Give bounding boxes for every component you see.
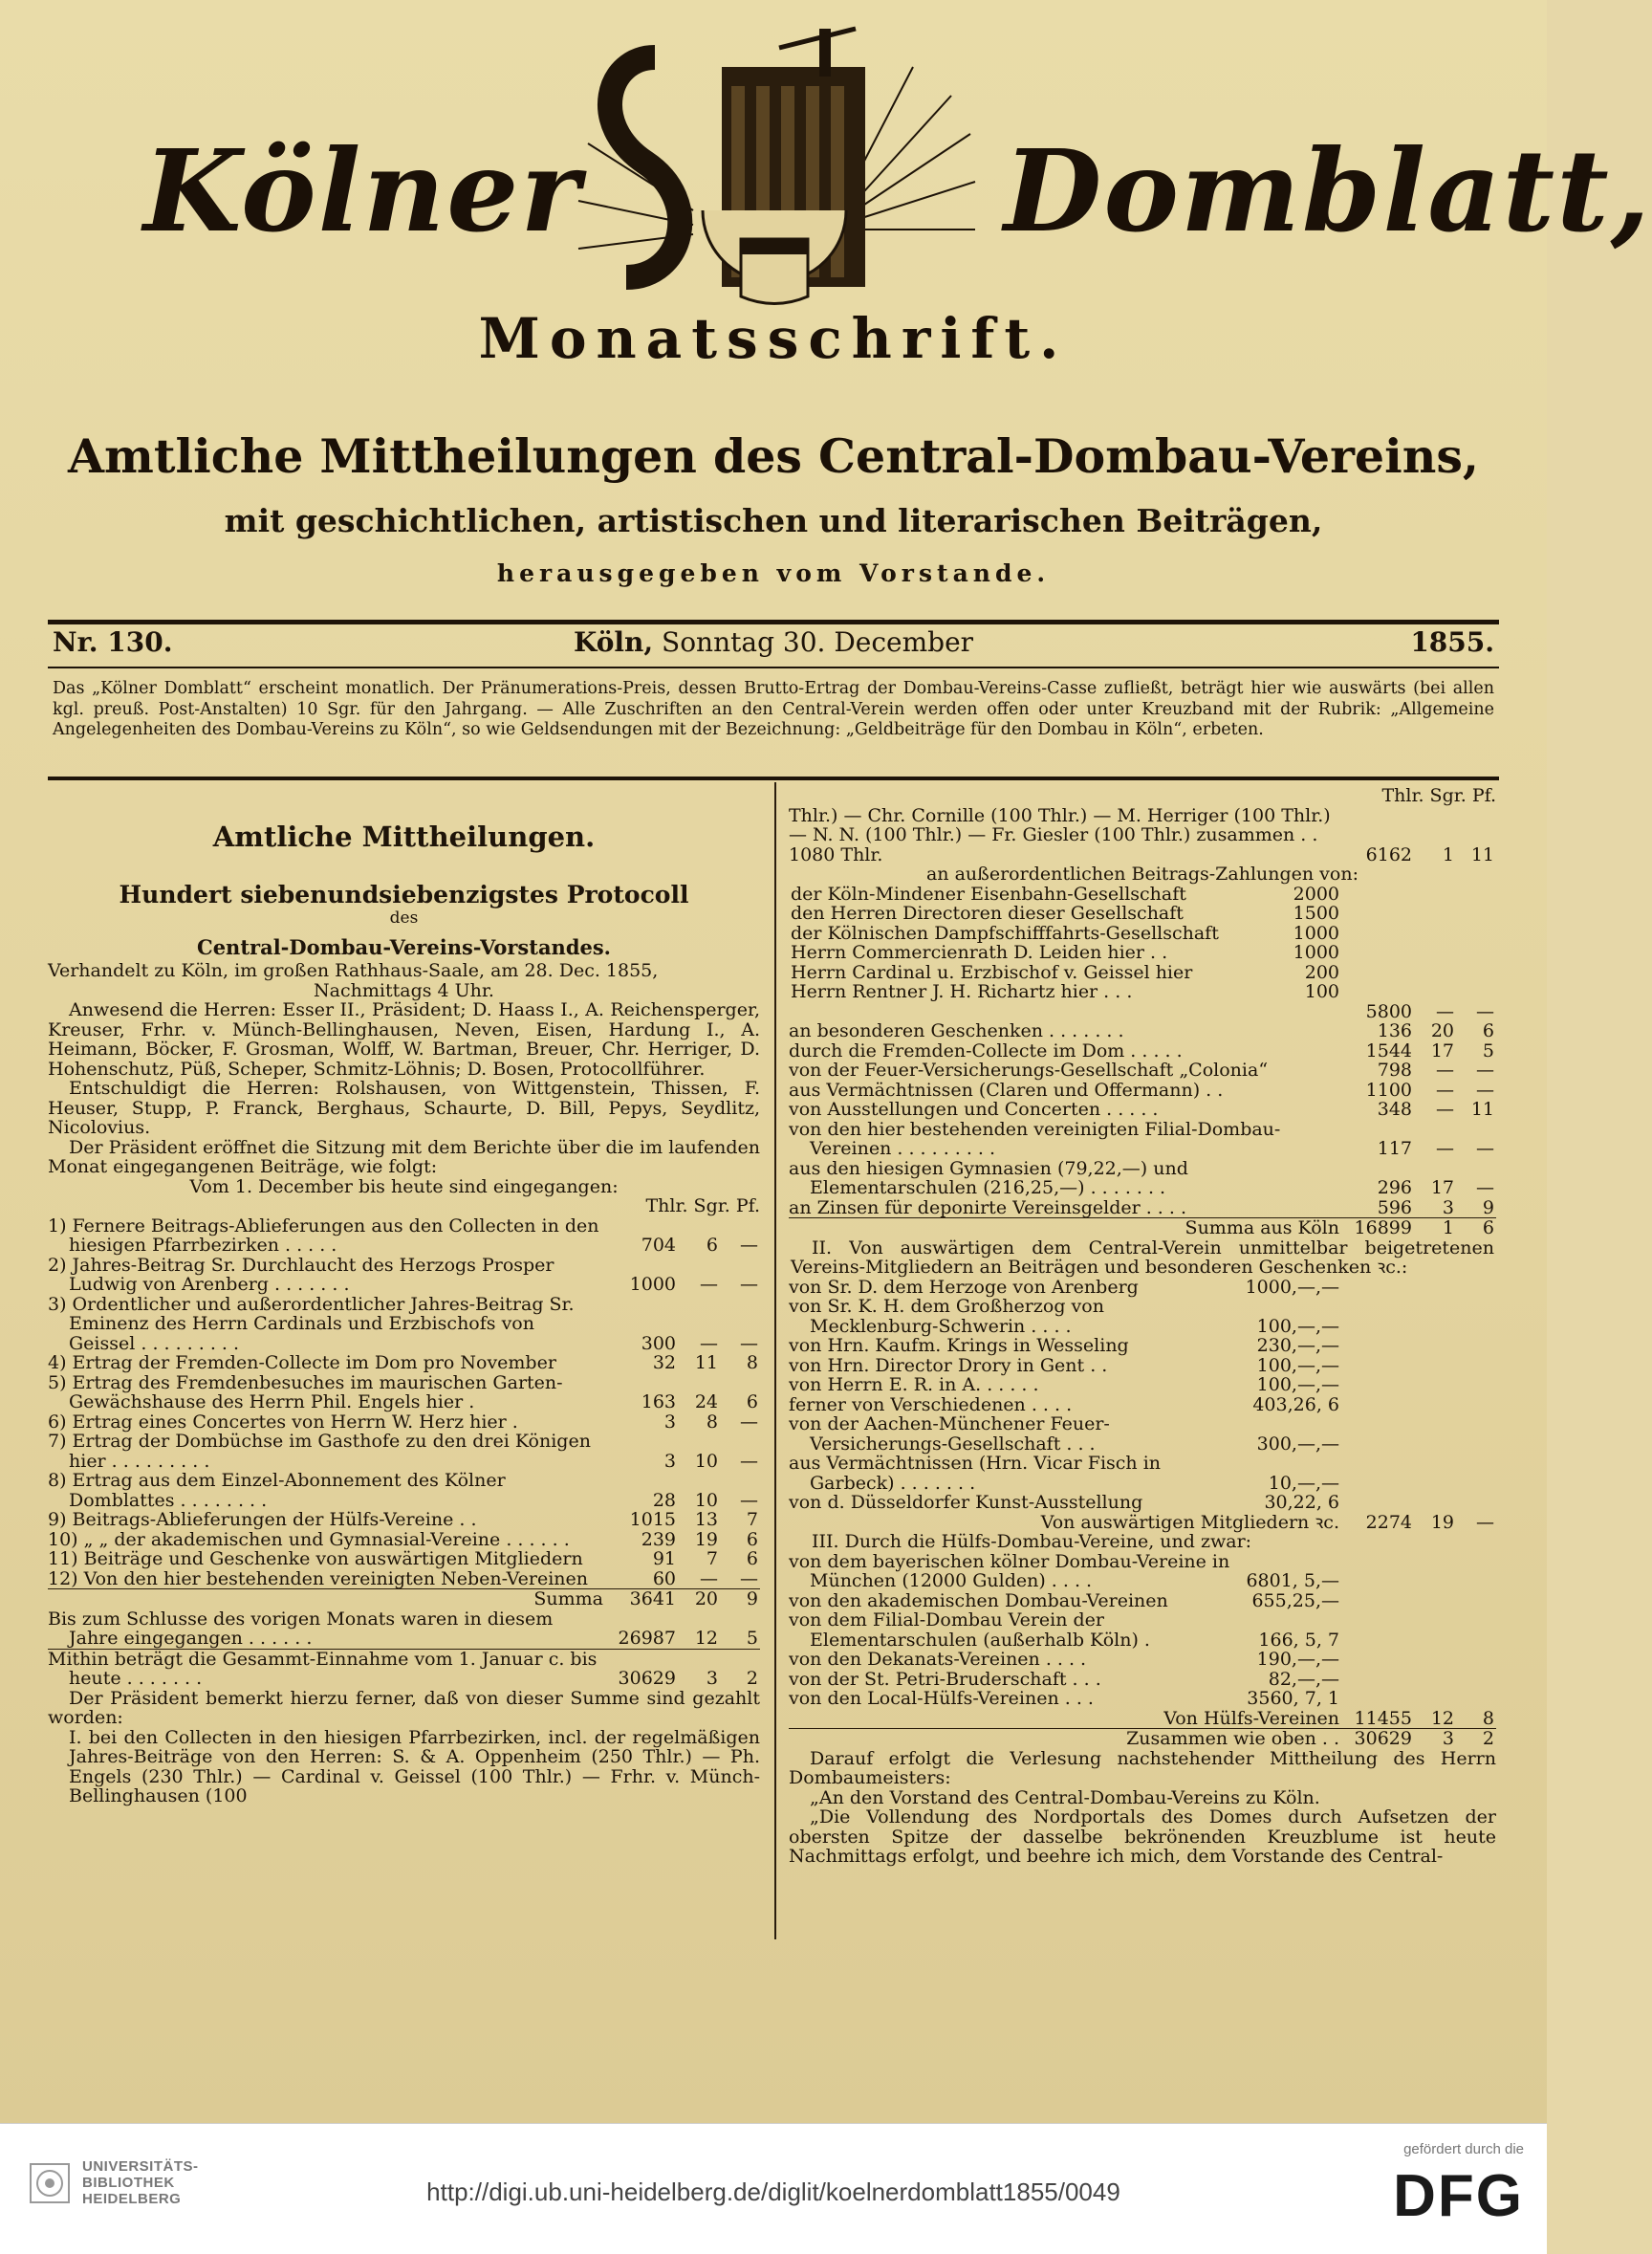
- iii-head: III. Durch die Hülfs-Dombau-Vereine, und zwar:: [812, 1531, 1252, 1552]
- ii-total-sgr: 19: [1430, 1511, 1454, 1533]
- protocol-body: Central-Dombau-Vereins-Vorstandes.: [196, 934, 611, 959]
- ii-value: 100,—,—: [1256, 1354, 1339, 1376]
- ledger-pf: 6: [746, 1391, 758, 1412]
- protocol-title: Hundert siebenundsiebenzigstes Protocoll: [119, 880, 689, 908]
- iii-value: 190,—,—: [1256, 1649, 1339, 1670]
- ledger-sgr: 13: [694, 1509, 718, 1530]
- geschenk-row: [789, 1159, 1496, 1198]
- ii-row: [789, 1454, 1496, 1493]
- ledger-label: 6) Ertrag eines Concertes von Herrn W. Herz hier .: [48, 1411, 518, 1433]
- ledger-row: [48, 1353, 760, 1373]
- ledger-sgr: 7: [706, 1548, 718, 1569]
- ii-total-row: [789, 1513, 1496, 1533]
- ausser-row: [789, 963, 1496, 983]
- ii-row: [789, 1356, 1496, 1376]
- rule-top: [48, 620, 1499, 624]
- geschenk-sgr: —: [1436, 1060, 1454, 1081]
- geschenk-thlr: 1544: [1365, 1039, 1412, 1061]
- nachmittags: Nachmittags 4 Uhr.: [314, 979, 494, 1001]
- ausser-label: Herrn Cardinal u. Erzbischof v. Geissel hier: [791, 961, 1193, 983]
- ii-label: von der Aachen-Münchener Feuer-Versicherungs-Gesellschaft . . .: [789, 1413, 1110, 1455]
- ledger-thlr: 1015: [629, 1509, 676, 1530]
- ledger-thlr: 163: [641, 1391, 676, 1412]
- ii-value: 230,—,—: [1256, 1335, 1339, 1356]
- ledger-row: [48, 1530, 760, 1550]
- ii-label: von Hrn. Kaufm. Krings in Wesseling: [789, 1335, 1129, 1356]
- bis-label: Bis zum Schlusse des vorigen Monats waren in diesem Jahre eingegangen . . . . . .: [48, 1608, 554, 1649]
- iii-value: 6801, 5,—: [1246, 1570, 1339, 1591]
- geschenk-row: [789, 1120, 1496, 1159]
- logo-line-1: UNIVERSITÄTS-: [82, 2158, 199, 2175]
- subscription-notice: Das „Kölner Domblatt“ erscheint monatlich. Der Pränumerations-Preis, dessen Brutto-Ertrag der Dombau-Vereins-Casse zufließt, beträgt hier wie auswärts (bei allen kgl. preuß. Post-Anstalten) 10 Sgr. für den Jahrgang. — Alle Zuschriften an den Central-Verein werden offen oder unter Kreuzband mit der Rubrik: „Allgemeine Angelegenheiten des Dombau-Vereins zu Köln“, so wie Geldsendungen mit der Bezeichnung: „Geldbeiträge für den Dombau in Köln“, erbeten.: [53, 679, 1494, 739]
- ausserordentlich-head: an außerordentlichen Beitrags-Zahlungen von:: [925, 864, 1359, 885]
- ledger-pf: 6: [746, 1528, 758, 1550]
- geschenk-sgr: 3: [1442, 1196, 1454, 1218]
- geschenk-sgr: 17: [1430, 1177, 1454, 1198]
- ledger-label: 10) „ „ der akademischen und Gymnasial-Vereine . . . . . .: [48, 1528, 570, 1550]
- ii-value: 10,—,—: [1268, 1472, 1339, 1494]
- iii-head-row: [789, 1532, 1496, 1552]
- contributions-ledger: [48, 1216, 760, 1689]
- iii-row: [789, 1591, 1496, 1611]
- ledger-row: [48, 1216, 760, 1256]
- ausser-sgr: —: [1436, 1000, 1454, 1022]
- dateline-date: [53, 626, 1494, 658]
- iii-total-thlr: 11455: [1354, 1707, 1412, 1729]
- zusammen-thlr: 30629: [1341, 1729, 1414, 1749]
- ii-row: [789, 1336, 1496, 1356]
- iii-label: von den Dekanats-Vereinen . . . .: [789, 1649, 1087, 1670]
- ledger-thlr: 300: [641, 1332, 676, 1354]
- ledger-pf: —: [740, 1489, 758, 1511]
- ii-label: von Sr. K. H. dem Großherzog von Mecklenburg-Schwerin . . . .: [789, 1296, 1104, 1337]
- ledger-pf: —: [740, 1235, 758, 1256]
- ledger-thlr: 3: [663, 1411, 676, 1433]
- ii-label: ferner von Verschiedenen . . . .: [789, 1393, 1073, 1415]
- geschenk-pf: —: [1476, 1138, 1494, 1159]
- issue-number: Nr. 130.: [53, 626, 173, 658]
- issue-year: 1855.: [1410, 626, 1494, 658]
- summa-koeln-thlr: 16899: [1341, 1218, 1414, 1238]
- summa-thlr: 3641: [605, 1589, 678, 1609]
- geschenk-row: [789, 1041, 1496, 1061]
- ausser-row: [789, 904, 1496, 924]
- ledger-thlr: 91: [652, 1548, 676, 1569]
- dateline-day: Sonntag 30. December: [662, 626, 974, 658]
- masthead-monatsschrift: Monatsschrift.: [478, 306, 1069, 371]
- brief-head: „An den Vorstand des Central-Dombau-Vereins zu Köln.: [810, 1786, 1320, 1808]
- ledger-pf: 8: [746, 1352, 758, 1373]
- bis-pf: 5: [746, 1628, 758, 1649]
- title-right: Domblatt,: [1004, 124, 1652, 257]
- geschenk-label: an besonderen Geschenken . . . . . . .: [789, 1020, 1124, 1041]
- ii-row: [789, 1297, 1496, 1336]
- ledger-label: 7) Ertrag der Dombüchse im Gasthofe zu den drei Königen hier . . . . . . . . .: [48, 1431, 591, 1472]
- ii-total-label: Von auswärtigen Mitgliedern ꝛc.: [1040, 1511, 1339, 1533]
- ii-row: [789, 1278, 1496, 1298]
- ledger-sgr: —: [700, 1332, 718, 1354]
- dateline: [53, 626, 1494, 665]
- ledger-row: [48, 1373, 760, 1412]
- ausser-value: 1500: [1293, 903, 1339, 924]
- ausser-label: der Kölnischen Dampfschifffahrts-Gesellschaft: [791, 922, 1219, 944]
- ii-label: von Sr. D. dem Herzoge von Arenberg: [789, 1276, 1139, 1298]
- ausser-value: 200: [1304, 961, 1339, 983]
- ledger-label: 5) Ertrag des Fremdenbesuches im maurischen Garten-Gewächshause des Herrn Phil. Engels hier .: [48, 1371, 563, 1412]
- ledger-pf: —: [740, 1274, 758, 1295]
- ledger-mithin-row: [48, 1649, 760, 1689]
- ausserordentlich-total-row: [789, 1002, 1496, 1022]
- ledger-row: [48, 1549, 760, 1569]
- zusammen-pf: 2: [1456, 1729, 1496, 1749]
- ausser-value: 1000: [1293, 922, 1339, 944]
- praesident-intro: Der Präsident eröffnet die Sitzung mit dem Berichte über die im laufenden Monat eingegangenen Beiträge, wie folgt:: [48, 1136, 760, 1177]
- geschenk-pf: —: [1476, 1177, 1494, 1198]
- geschenk-thlr: 296: [1377, 1177, 1412, 1198]
- zusammen-row: [789, 1729, 1496, 1749]
- iii-row: [789, 1552, 1496, 1591]
- ledger-summa-row: [48, 1589, 760, 1609]
- cont-thlr: 6162: [1365, 843, 1412, 865]
- ledger-pf: 7: [746, 1509, 758, 1530]
- mithin-thlr: 30629: [605, 1649, 678, 1689]
- ledger-thlr: 32: [652, 1352, 676, 1373]
- source-url-link[interactable]: http://digi.ub.uni-heidelberg.de/diglit/koelnerdomblatt1855/0049: [426, 2177, 1120, 2206]
- iii-label: von dem Filial-Dombau Verein der Elementarschulen (außerhalb Köln) .: [789, 1609, 1150, 1651]
- dfg-label: gefördert durch die: [1403, 2141, 1524, 2157]
- ii-value: 100,—,—: [1256, 1315, 1339, 1337]
- ii-label: von Herrn E. R. in A. . . . . .: [789, 1374, 1039, 1395]
- rule-notice: [48, 777, 1499, 780]
- ausser-label: Herrn Commercienrath D. Leiden hier . .: [791, 942, 1168, 963]
- ausser-value: 1000: [1293, 942, 1339, 963]
- ledger-sgr: 10: [694, 1489, 718, 1511]
- summa-koeln-sgr: 1: [1414, 1218, 1456, 1238]
- title-left: Kölner: [143, 124, 582, 257]
- iii-value: 166, 5, 7: [1258, 1629, 1339, 1651]
- cont-text: Thlr.) — Chr. Cornille (100 Thlr.) — M. Herriger (100 Thlr.) — N. N. (100 Thlr.) — Fr. Giesler (100 Thlr.) zusammen . . 1080 Thlr.: [789, 804, 1331, 865]
- masthead-subtitle-3: herausgegeben vom Vorstande.: [496, 559, 1051, 587]
- masthead-subtitle-2: mit geschichtlichen, artistischen und literarischen Beiträgen,: [224, 502, 1323, 539]
- left-column: [48, 799, 760, 1806]
- ledger-row: [48, 1569, 760, 1589]
- geschenk-label: von den hier bestehenden vereinigten Filial-Dombau-Vereinen . . . . . . . . .: [789, 1118, 1281, 1159]
- ledger-sgr: 6: [706, 1235, 718, 1256]
- ledger-sgr: —: [700, 1567, 718, 1589]
- ii-row: [789, 1414, 1496, 1454]
- ledger-pf: —: [740, 1411, 758, 1433]
- iii-row: [789, 1650, 1496, 1670]
- cont-pf: 11: [1470, 843, 1494, 865]
- geschenk-label: von der Feuer-Versicherungs-Gesellschaft „Colonia“: [789, 1060, 1269, 1081]
- iii-total-label: Von Hülfs-Vereinen: [1163, 1707, 1339, 1729]
- mithin-pf: 2: [720, 1649, 760, 1689]
- iii-label: von dem bayerischen kölner Dombau-Vereine in München (12000 Gulden) . . . .: [789, 1550, 1230, 1591]
- ledger-sgr: 11: [694, 1352, 718, 1373]
- bis-thlr: 26987: [618, 1628, 676, 1649]
- summa-pf: 9: [720, 1589, 760, 1609]
- praesident-bemerkt: Der Präsident bemerkt hierzu ferner, daß von dieser Summe sind gezahlt worden:: [48, 1687, 760, 1728]
- logo-line-3: HEIDELBERG: [82, 2191, 182, 2207]
- mithin-sgr: 3: [678, 1649, 720, 1689]
- ledger-sgr: 24: [694, 1391, 718, 1412]
- geschenk-pf: 9: [1482, 1196, 1494, 1218]
- ledger-label: 9) Beitrags-Ablieferungen der Hülfs-Vereine . .: [48, 1509, 477, 1530]
- ledger-sgr: —: [700, 1274, 718, 1295]
- ledger-thlr: 3: [663, 1450, 676, 1472]
- ausser-label: der Köln-Mindener Eisenbahn-Gesellschaft: [791, 883, 1186, 905]
- geschenk-sgr: —: [1436, 1099, 1454, 1120]
- ledger-bis-row: [48, 1609, 760, 1650]
- ii-value: 403,26, 6: [1252, 1393, 1339, 1415]
- geschenk-pf: —: [1476, 1060, 1494, 1081]
- iii-label: von den akademischen Dombau-Vereinen: [789, 1589, 1168, 1611]
- ledger-sgr: 8: [706, 1411, 718, 1433]
- ledger-sgr: 10: [694, 1450, 718, 1472]
- geschenk-row: [789, 1081, 1496, 1101]
- ausser-label: den Herren Directoren dieser Gesellschaft: [791, 903, 1184, 924]
- geschenk-sgr: 20: [1430, 1020, 1454, 1041]
- geschenk-label: aus Vermächtnissen (Claren und Offermann) . .: [789, 1079, 1224, 1101]
- ii-total-thlr: 2274: [1365, 1511, 1412, 1533]
- ledger-thlr: 60: [652, 1567, 676, 1589]
- iii-label: von der St. Petri-Bruderschaft . . .: [789, 1668, 1101, 1690]
- iii-row: [789, 1670, 1496, 1690]
- ausser-value: 100: [1304, 981, 1339, 1002]
- summa-koeln-pf: 6: [1456, 1218, 1496, 1238]
- ausser-thlr: 5800: [1365, 1000, 1412, 1022]
- footer-bar: [0, 2123, 1547, 2254]
- ausser-label: Herrn Rentner J. H. Richartz hier . . .: [791, 981, 1133, 1002]
- ledger-row: [48, 1412, 760, 1433]
- brief-text: „Die Vollendung des Nordportals des Domes durch Aufsetzen der obersten Spitze der dasselbe bekrönenden Kreuzblume ist heute Nachmittags erfolgt, und beehre ich mich, dem Vorstande des Central-: [789, 1806, 1496, 1867]
- darauf: Darauf erfolgt die Verlesung nachstehender Mittheilung des Herrn Dombaumeisters:: [789, 1747, 1496, 1788]
- iii-total-row: [789, 1709, 1496, 1729]
- ii-value: 100,—,—: [1256, 1374, 1339, 1395]
- payments-ledger: [789, 806, 1496, 1749]
- right-ledger-header: Thlr. Sgr. Pf.: [1381, 785, 1496, 806]
- geschenk-thlr: 1100: [1365, 1079, 1412, 1101]
- ii-row: [789, 1375, 1496, 1395]
- ausser-row: [789, 943, 1496, 963]
- masthead: [0, 0, 1652, 587]
- ledger-thlr: 28: [652, 1489, 676, 1511]
- rule-dateline: [48, 667, 1499, 668]
- zusammen-label: Zusammen wie oben . .: [789, 1729, 1341, 1749]
- entschuldigt: Entschuldigt die Herren: Rolshausen, von Wittgenstein, Thissen, F. Heuser, Stupp, P. Franck, Berghaus, Schaurte, D. Bill, Pepys, Seydlitz, Nicolovius.: [48, 1078, 760, 1138]
- punkt-1: I. bei den Collecten in den hiesigen Pfarrbezirken, incl. der regelmäßigen Jahres-Beiträge von den Herren: S. & A. Oppenheim (250 Thlr.) — Ph. Engels (230 Thlr.) — Cardinal v. Geissel (100 Thlr.) — Frhr. v. Münch-Bellinghausen (100: [69, 1726, 760, 1806]
- verhandelt: Verhandelt zu Köln, im großen Rathhaus-Saale, am 28. Dec. 1855,: [48, 960, 659, 981]
- geschenk-label: an Zinsen für deponirte Vereinsgelder . . . .: [789, 1196, 1187, 1218]
- summa-koeln-label: Summa aus Köln: [789, 1218, 1341, 1238]
- masthead-subtitle-1: Amtliche Mittheilungen des Central-Dombau-Vereins,: [68, 428, 1479, 484]
- ledger-pf: —: [740, 1567, 758, 1589]
- iii-value: 3560, 7, 1: [1247, 1688, 1339, 1709]
- bis-sgr: 12: [694, 1628, 718, 1649]
- summa-label: Summa: [48, 1589, 605, 1609]
- ledger-label: 3) Ordentlicher und außerordentlicher Jahres-Beitrag Sr. Eminenz des Herrn Cardinals und Erzbischofs von Geissel . . . . . . . . .: [48, 1293, 575, 1354]
- cont-row: [789, 806, 1496, 865]
- geschenk-row: [789, 1061, 1496, 1081]
- iii-row: [789, 1689, 1496, 1709]
- dateline-city: Köln,: [573, 626, 654, 658]
- ausser-value: 2000: [1293, 883, 1339, 905]
- geschenk-pf: —: [1476, 1079, 1494, 1101]
- geschenk-sgr: —: [1436, 1138, 1454, 1159]
- iii-total-pf: 8: [1482, 1707, 1494, 1729]
- ledger-header: Thlr. Sgr. Pf.: [645, 1195, 760, 1216]
- geschenk-pf: 6: [1482, 1020, 1494, 1041]
- summa-sgr: 20: [678, 1589, 720, 1609]
- geschenk-row: [789, 1100, 1496, 1120]
- geschenk-row: [789, 1021, 1496, 1041]
- ausser-row: [789, 924, 1496, 944]
- ledger-pf: —: [740, 1450, 758, 1472]
- geschenk-thlr: 136: [1377, 1020, 1412, 1041]
- geschenk-thlr: 117: [1377, 1138, 1412, 1159]
- anwesend: Anwesend die Herren: Esser II., Präsident; D. Haass I., A. Reichensperger, Kreuser, Frhr. v. Münch-Bellinghausen, Neven, Eisen, Hardung I., A. Heimann, Böcker, F. Grosman, Wolff, W. Bartman, Breuer, Chr. Herriger, D. Hohenschutz, Püß, Scheper, Schmitz-Löhnis; D. Bosen, Protocollführer.: [48, 999, 760, 1080]
- geschenk-label: aus den hiesigen Gymnasien (79,22,—) und Elementarschulen (216,25,—) . . . . . . .: [789, 1157, 1188, 1198]
- ii-row: [789, 1395, 1496, 1415]
- ausser-row: [789, 885, 1496, 905]
- ledger-label: 4) Ertrag der Fremden-Collecte im Dom pro November: [48, 1352, 556, 1373]
- ledger-label: 8) Ertrag aus dem Einzel-Abonnement des Kölner Domblattes . . . . . . . .: [48, 1470, 506, 1511]
- right-column: [789, 786, 1496, 1867]
- vom-december: Vom 1. December bis heute sind eingegangen:: [189, 1175, 619, 1197]
- geschenk-thlr: 348: [1377, 1099, 1412, 1120]
- geschenk-row: [789, 1198, 1496, 1218]
- ledger-label: 12) Von den hier bestehenden vereinigten Neben-Vereinen: [48, 1567, 589, 1589]
- iii-value: 655,25,—: [1251, 1589, 1339, 1611]
- geschenk-pf: 5: [1482, 1039, 1494, 1061]
- ausser-pf: —: [1476, 1000, 1494, 1022]
- geschenk-pf: 11: [1470, 1099, 1494, 1120]
- section-title: Amtliche Mittheilungen.: [212, 821, 596, 853]
- ledger-row: [48, 1295, 760, 1354]
- ii-value: 30,22, 6: [1264, 1492, 1339, 1513]
- ii-value: 1000,—,—: [1245, 1276, 1339, 1298]
- dfg-logo: DFG: [1393, 2163, 1524, 2229]
- geschenk-label: durch die Fremden-Collecte im Dom . . . . .: [789, 1039, 1183, 1061]
- ii-label: aus Vermächtnissen (Hrn. Vicar Fisch in Garbeck) . . . . . . .: [789, 1453, 1162, 1494]
- geschenk-sgr: 17: [1430, 1039, 1454, 1061]
- ledger-thlr: 239: [641, 1528, 676, 1550]
- ledger-row: [48, 1471, 760, 1510]
- ledger-label: 1) Fernere Beitrags-Ablieferungen aus den Collecten in den hiesigen Pfarrbezirken . . . . .: [48, 1215, 599, 1256]
- ledger-row: [48, 1432, 760, 1471]
- column-divider: [774, 782, 776, 1939]
- logo-line-2: BIBLIOTHEK: [82, 2175, 175, 2191]
- ausserordentlich-head-row: [789, 864, 1496, 885]
- ii-row: [789, 1493, 1496, 1513]
- protocol-des: des: [389, 908, 419, 928]
- geschenk-sgr: —: [1436, 1079, 1454, 1101]
- cathedral-emblem-icon: [569, 19, 980, 316]
- ii-head: II. Von auswärtigen dem Central-Verein unmittelbar beigetretenen Vereins-Mitgliedern an Beiträgen und besonderen Geschenken ꝛc.:: [791, 1236, 1494, 1278]
- iii-value: 82,—,—: [1268, 1668, 1339, 1690]
- ii-label: von Hrn. Director Drory in Gent . .: [789, 1354, 1108, 1376]
- iii-label: von den Local-Hülfs-Vereinen . . .: [789, 1688, 1094, 1709]
- ledger-label: 2) Jahres-Beitrag Sr. Durchlaucht des Herzogs Prosper Ludwig von Arenberg . . . . . . .: [48, 1254, 554, 1295]
- ausser-row: [789, 982, 1496, 1002]
- ii-total-pf: —: [1476, 1511, 1494, 1533]
- iii-row: [789, 1610, 1496, 1650]
- summa-koeln-row: [789, 1218, 1496, 1238]
- ledger-pf: 6: [746, 1548, 758, 1569]
- ledger-sgr: 19: [694, 1528, 718, 1550]
- mithin-label: Mithin beträgt die Gesammt-Einnahme vom 1. Januar c. bis heute . . . . . . .: [48, 1649, 605, 1689]
- ii-label: von d. Düsseldorfer Kunst-Ausstellung: [789, 1492, 1143, 1513]
- ledger-row: [48, 1256, 760, 1295]
- ii-value: 300,—,—: [1256, 1433, 1339, 1455]
- geschenk-label: von Ausstellungen und Concerten . . . . .: [789, 1099, 1159, 1120]
- ledger-row: [48, 1510, 760, 1530]
- ledger-thlr: 1000: [629, 1274, 676, 1295]
- geschenk-thlr: 798: [1377, 1060, 1412, 1081]
- geschenk-thlr: 596: [1377, 1196, 1412, 1218]
- iii-total-sgr: 12: [1430, 1707, 1454, 1729]
- zusammen-sgr: 3: [1414, 1729, 1456, 1749]
- ii-head-row: [789, 1238, 1496, 1278]
- ledger-pf: —: [740, 1332, 758, 1354]
- ledger-label: 11) Beiträge und Geschenke von auswärtigen Mitgliedern: [48, 1548, 583, 1569]
- ledger-thlr: 704: [641, 1235, 676, 1256]
- cont-sgr: 1: [1442, 843, 1454, 865]
